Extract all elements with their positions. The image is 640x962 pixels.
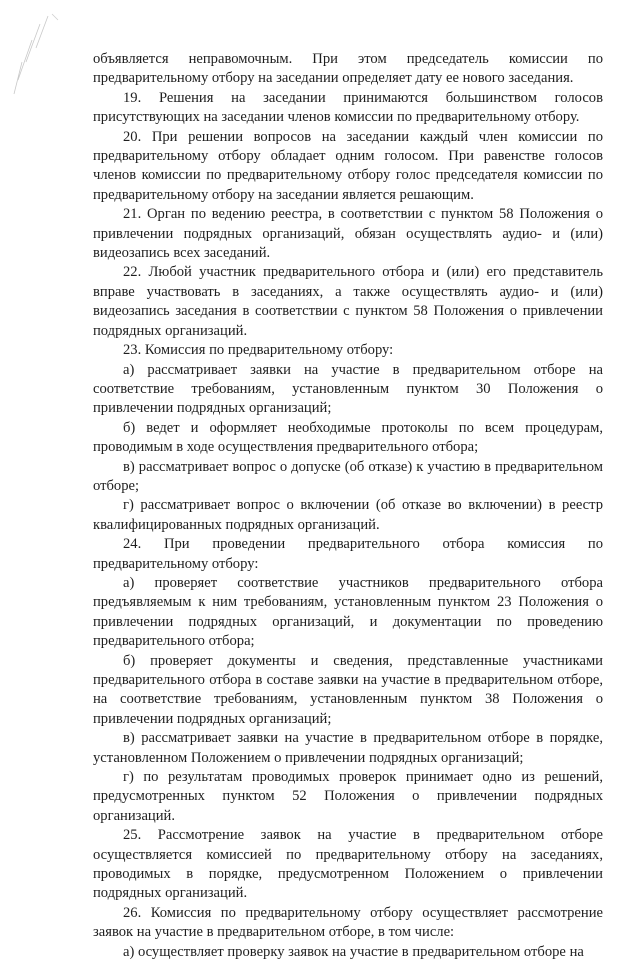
paragraph-24-v: в) рассматривает заявки на участие в предварительном отборе в порядке, установленном Положением о привлечении подрядных организаций; bbox=[93, 730, 603, 766]
paragraph-26-a: а) осуществляет проверку заявок на участие в предварительном отборе на bbox=[123, 943, 584, 960]
document-body bbox=[93, 50, 603, 962]
paragraph-23-v: в) рассматривает вопрос о допуске (об отказе) к участию в предварительном отборе; bbox=[93, 458, 603, 494]
paragraph-24: 24. При проведении предварительного отбора комиссия по предварительному отбору: bbox=[93, 536, 603, 572]
paragraph-19: 19. Решения на заседании принимаются большинством голосов присутствующих на заседании членов комиссии по предварительному отбору. bbox=[93, 89, 603, 126]
paragraph-23-a: а) рассматривает заявки на участие в предварительном отборе на соответствие требованиям, установленным пунктом 30 Положения о привлечении подрядных организаций; bbox=[93, 361, 603, 417]
scan-artifact-mark bbox=[6, 10, 66, 100]
paragraph-21: 21. Орган по ведению реестра, в соответствии с пунктом 58 Положения о привлечении подрядных организаций, обязан осуществлять аудио- и (или) видеозапись всех заседаний. bbox=[93, 206, 603, 262]
paragraph-24-a: а) проверяет соответствие участников предварительного отбора предъявляемым к ним требованиям, установленным пунктом 23 Положения о привлечении подрядных организаций, и документации по проведению предварительного отбора; bbox=[93, 574, 603, 650]
paragraph-continuation: объявляется неправомочным. При этом председатель комиссии по предварительному отбору на заседании определяет дату ее нового заседания. bbox=[93, 51, 603, 87]
paragraph-20: 20. При решении вопросов на заседании каждый член комиссии по предварительному отбору обладает одним голосом. При равенстве голосов членов комиссии по предварительному отбору голос председателя комиссии по предварительному отбору на заседании является решающим. bbox=[93, 128, 603, 203]
paragraph-24-g: г) по результатам проводимых проверок принимает одно из решений, предусмотренных пунктом 52 Положения о привлечении подрядных организаций. bbox=[93, 769, 603, 824]
paragraph-25: 25. Рассмотрение заявок на участие в предварительном отборе осуществляется комиссией по предварительному отбору на заседаниях, проводимых в порядке, предусмотренном Положением о привлечении подрядных организаций. bbox=[93, 827, 603, 902]
paragraph-24-b: б) проверяет документы и сведения, представленные участниками предварительного отбора в составе заявки на участие в предварительном отборе, на соответствие требованиям, установленным пунктом 38 Положения о привлечении подрядных организаций; bbox=[93, 652, 603, 727]
paragraph-23: 23. Комиссия по предварительному отбору: bbox=[123, 342, 394, 359]
paragraph-22: 22. Любой участник предварительного отбора и (или) его представитель вправе участвовать в заседаниях, а также осуществлять аудио- и (или) видеозапись заседания в соответствии с пунктом 58 Положения о привлечении подрядных организаций. bbox=[93, 264, 603, 339]
paragraph-26: 26. Комиссия по предварительному отбору осуществляет рассмотрение заявок на участие в предварительном отборе, в том числе: bbox=[93, 904, 603, 941]
paragraph-23-g: г) рассматривает вопрос о включении (об отказе во включении) в реестр квалифицированных подрядных организаций. bbox=[93, 497, 603, 533]
paragraph-23-b: б) ведет и оформляет необходимые протоколы по всем процедурам, проводимым в ходе осуществления предварительного отбора; bbox=[93, 419, 603, 456]
